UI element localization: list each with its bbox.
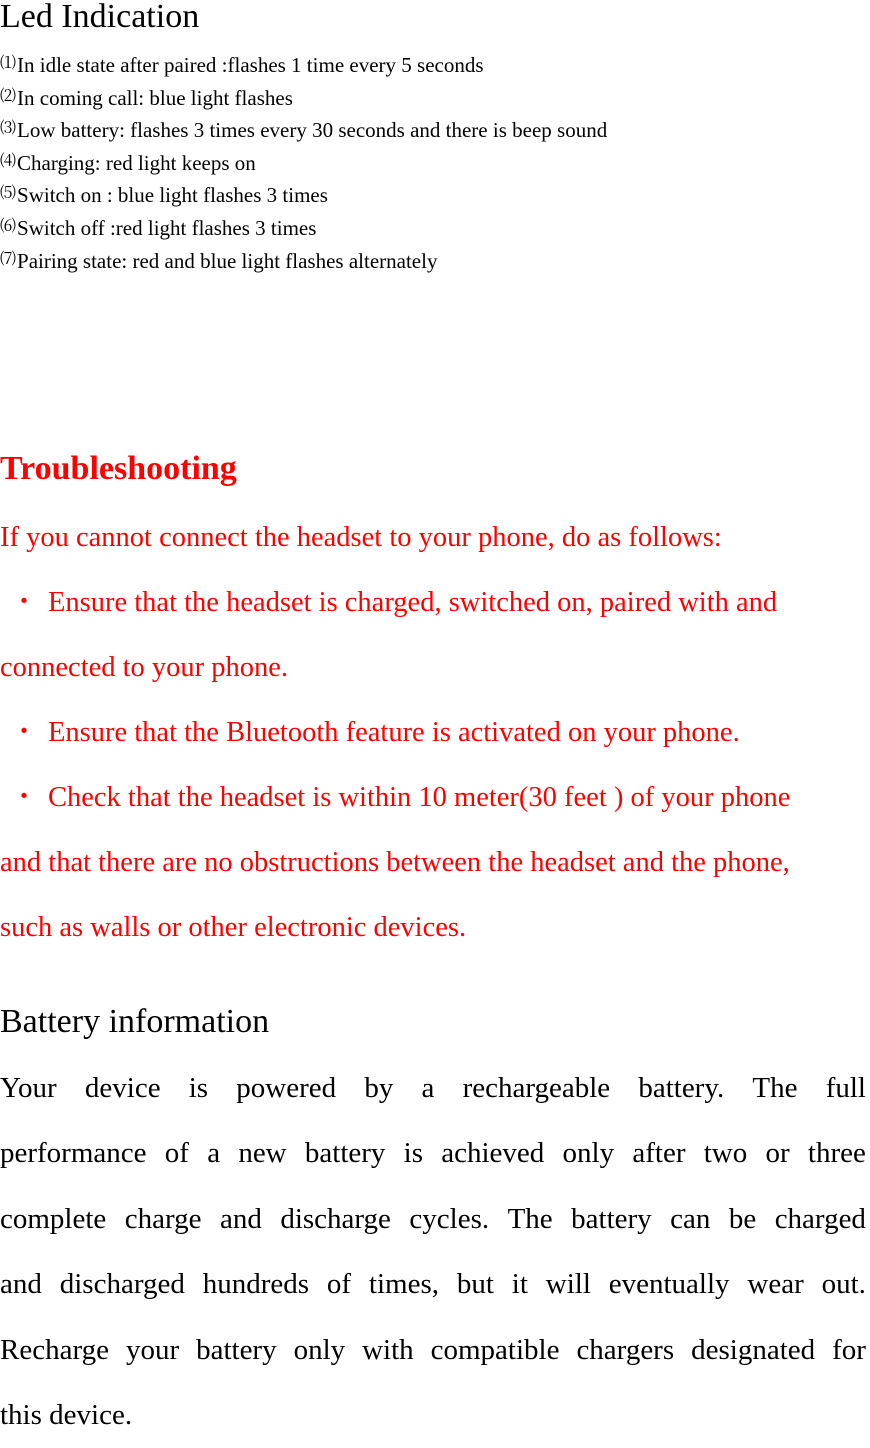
list-number: ⑶ <box>0 120 17 138</box>
led-item-7 <box>0 244 607 277</box>
led-indication-heading: Led Indication <box>0 0 200 35</box>
led-item-4 <box>0 146 607 179</box>
led-item-text: In coming call: blue light flashes <box>17 85 293 110</box>
bullet-item-charged <box>0 570 870 635</box>
battery-information-heading: Battery information <box>0 1003 270 1040</box>
bullet-text: Ensure that the headset is charged, switched on, paired with and <box>48 587 778 618</box>
paragraph-word: Recharge <box>0 1333 109 1366</box>
troubleshooting-section <box>0 505 870 960</box>
paragraph-word: battery <box>304 1137 386 1170</box>
led-item-text: Charging: red light keeps on <box>17 150 256 175</box>
paragraph-word: complete <box>0 1202 107 1235</box>
paragraph-word: powered <box>236 1072 337 1104</box>
paragraph-line <box>0 1383 866 1448</box>
bullet-dot-icon: ・ <box>9 717 39 748</box>
paragraph-word: after <box>632 1137 686 1170</box>
paragraph-word: two <box>703 1137 748 1170</box>
paragraph-word: times, <box>368 1268 439 1301</box>
paragraph-word: your <box>125 1333 180 1366</box>
paragraph-word: of <box>164 1137 189 1170</box>
bullet-text-continuation: and that there are no obstructions between the headset and the phone, <box>0 847 790 878</box>
paragraph-word: and <box>0 1268 42 1301</box>
paragraph-word: discharge <box>280 1202 391 1235</box>
list-number: ⑹ <box>0 217 17 235</box>
led-item-text: Low battery: flashes 3 times every 30 seconds and there is beep sound <box>17 118 608 143</box>
paragraph-word: full <box>825 1072 866 1104</box>
paragraph-word: will <box>545 1268 591 1301</box>
paragraph-line <box>0 1121 866 1186</box>
bullet-item-distance <box>0 765 870 830</box>
led-item-text: Switch on : blue light flashes 3 times <box>17 183 328 208</box>
list-number: ⑸ <box>0 185 17 203</box>
paragraph-line <box>0 1318 866 1383</box>
paragraph-word: three <box>807 1137 866 1170</box>
paragraph-word: but <box>456 1268 494 1301</box>
led-item-text: In idle state after paired :flashes 1 time every 5 seconds <box>17 53 484 77</box>
paragraph-word: only <box>293 1333 346 1366</box>
paragraph-word: wear <box>747 1268 804 1301</box>
paragraph-word: only <box>562 1137 615 1170</box>
paragraph-word: charged <box>774 1202 866 1235</box>
paragraph-line <box>0 1187 866 1252</box>
paragraph-word: with <box>362 1333 414 1366</box>
paragraph-word: or <box>765 1137 790 1170</box>
paragraph-word: this device. <box>0 1398 133 1431</box>
bullet-text-continuation: connected to your phone. <box>0 652 289 683</box>
bullet-text: Check that the headset is within 10 meter(30 feet ) of your phone <box>48 782 791 813</box>
list-number: ⑴ <box>0 55 17 72</box>
paragraph-line <box>0 1056 866 1121</box>
paragraph-word: discharged <box>59 1268 185 1301</box>
paragraph-word: chargers <box>576 1333 675 1366</box>
paragraph-word: achieved <box>441 1137 545 1170</box>
paragraph-word: cycles. <box>409 1202 490 1235</box>
led-item-5 <box>0 178 607 211</box>
paragraph-word: device <box>84 1072 161 1104</box>
paragraph-word: a <box>421 1072 435 1104</box>
paragraph-word: rechargeable <box>462 1072 611 1104</box>
paragraph-word: hundreds <box>202 1268 310 1301</box>
paragraph-word: is <box>403 1137 423 1170</box>
paragraph-word: for <box>832 1333 866 1366</box>
paragraph-word: eventually <box>608 1268 730 1301</box>
led-item-1 <box>0 48 607 81</box>
led-item-6 <box>0 211 607 244</box>
led-item-text: Pairing state: red and blue light flashes alternately <box>17 248 438 273</box>
paragraph-word: battery <box>196 1333 277 1366</box>
paragraph-word: can <box>670 1202 711 1235</box>
paragraph-word: battery. <box>638 1072 725 1104</box>
bullet-item-bluetooth <box>0 700 870 765</box>
led-item-3 <box>0 113 607 146</box>
led-item-text: Switch off :red light flashes 3 times <box>17 215 317 240</box>
paragraph-word: out. <box>821 1268 866 1301</box>
troubleshooting-heading: Troubleshooting <box>0 450 237 487</box>
paragraph-word: a <box>207 1137 221 1170</box>
paragraph-word: Your <box>0 1072 57 1104</box>
paragraph-word: charge <box>124 1202 202 1235</box>
led-item-2 <box>0 81 607 114</box>
battery-information-paragraph <box>0 1056 866 1448</box>
paragraph-word: is <box>188 1072 209 1104</box>
paragraph-word: of <box>326 1268 352 1301</box>
bullet-text: Ensure that the Bluetooth feature is activated on your phone. <box>48 717 740 748</box>
paragraph-word: new <box>238 1137 287 1170</box>
paragraph-line <box>0 1252 866 1317</box>
paragraph-word: it <box>511 1268 528 1301</box>
paragraph-word: The <box>752 1072 798 1104</box>
bullet-text-continuation: such as walls or other electronic devices. <box>0 912 467 943</box>
list-number: ⑷ <box>0 152 17 170</box>
paragraph-word: compatible <box>430 1333 560 1366</box>
bullet-dot-icon: ・ <box>9 587 39 618</box>
paragraph-word: be <box>728 1202 757 1235</box>
paragraph-word: The <box>507 1202 553 1235</box>
led-indication-list <box>0 48 607 276</box>
paragraph-word: by <box>364 1072 394 1104</box>
list-number: ⑺ <box>0 250 17 268</box>
list-number: ⑵ <box>0 87 17 105</box>
bullet-dot-icon: ・ <box>9 782 39 813</box>
paragraph-word: battery <box>571 1202 652 1235</box>
troubleshooting-intro: If you cannot connect the headset to your phone, do as follows: <box>0 522 722 553</box>
paragraph-word: designated <box>691 1333 816 1366</box>
paragraph-word: performance <box>0 1137 147 1170</box>
paragraph-word: and <box>219 1202 262 1235</box>
